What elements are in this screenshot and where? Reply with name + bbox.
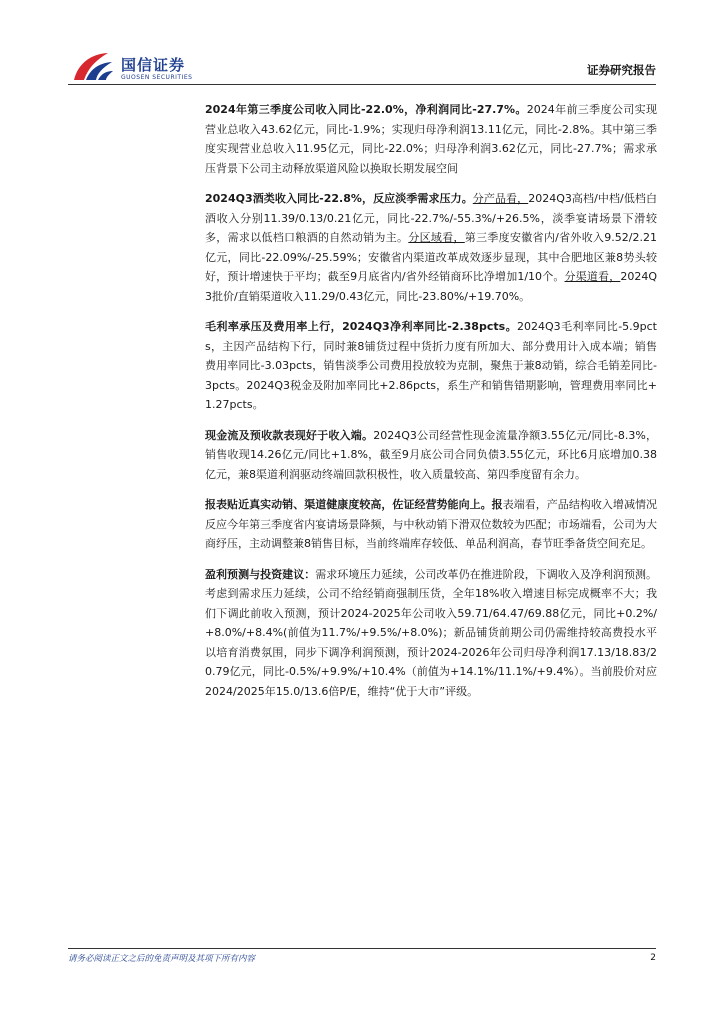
paragraph-lead: 现金流及预收款表现好于收入端。 <box>205 428 374 442</box>
company-logo <box>70 50 200 86</box>
paragraph-body: 第三季度安徽省内/省外收入9.52/2.21亿元，同比-22.09%/-25.59%；安徽省内渠道改革成效逐步显现，其中合肥地区兼8势头较好，预计增速快于平均；截至9月底省内/省外经销商环比净增加1/10个。 <box>205 231 658 283</box>
paragraph-channel-health <box>205 495 657 554</box>
paragraph-liquor-revenue <box>205 189 657 306</box>
page-number: 2 <box>650 953 656 963</box>
section-marker-product: 分产品看， <box>472 192 529 205</box>
paragraph-body: 2024年前三季度公司实现营业总收入43.62亿元，同比-1.9%；实现归母净利润13.11亿元，同比-2.8%。其中第三季度实现营业总收入11.95亿元，同比-22.0%；归母净利润3.62亿元，同比-27.7%；需求承压背景下公司主动释放渠道风险以换取长期发展空间 <box>205 103 657 175</box>
paragraph-body: 表端看，产品结构收入增减情况反应今年第三季度省内宴请场景降频，与中秋动销下滑双位数较为匹配；市场端看，公司为大商纾压，主动调整兼8销售目标，当前终端库存较低、单品利润高，春节旺季备货空间充足。 <box>205 498 658 550</box>
footer-divider <box>68 948 656 949</box>
paragraph-body: 2024Q3高档/中档/低档白酒收入分别11.39/0.13/0.21亿元，同比-22.7%/-55.3%/+26.5%，淡季宴请场景下滑较多，需求以低档口粮酒的自然动销为主。 <box>205 192 657 244</box>
report-body <box>205 100 657 712</box>
paragraph-body: 需求环境压力延续，公司改革仍在推进阶段，下调收入及净利润预测。考虑到需求压力延续，公司不给经销商强制压货，全年18%收入增速目标完成概率不大；我们下调此前收入预测，预计2024-2025年公司收入59.71/64.47/69.88亿元，同比+0.2%/+8.0%/+8.4%(前值为11.7%/+9.5%/+8.0%)；新品铺货前期公司仍需维持较高费投水平以培育消费氛围，同步下调净利润预测，预计2024-2026年公司归母净利润17.13/18.83/20.79亿元，同比-0.5%/+9.9%/+10.4%（前值为+14.1%/11.1%/+9.4%）。当前股价对应2024/2025年15.0/13.6倍P/E，维持“优于大市”评级。 <box>205 567 657 698</box>
paragraph-body: 2024Q3批价/直销渠道收入11.29/0.43亿元，同比-23.80%/+19.70%。 <box>205 270 658 303</box>
header-divider <box>68 84 656 85</box>
logo-english-name: GUOSEN SECURITIES <box>121 74 193 81</box>
page-header <box>0 0 724 90</box>
paragraph-lead: 盈利预测与投资建议： <box>205 567 316 581</box>
section-marker-region: 分区域看， <box>408 231 465 244</box>
paragraph-lead: 报表贴近真实动销、渠道健康度较高，佐证经营势能向上。报 <box>205 498 503 511</box>
logo-chinese-name: 国信证券 <box>121 56 186 74</box>
guosen-logo-icon <box>70 50 114 84</box>
paragraph-margins <box>205 317 657 415</box>
paragraph-lead: 毛利率承压及费用率上行，2024Q3净利率同比-2.38pcts。 <box>205 320 517 333</box>
paragraph-forecast <box>205 565 657 702</box>
paragraph-lead: 2024Q3酒类收入同比-22.8%，反应淡季需求压力。 <box>205 192 473 205</box>
paragraph-lead: 2024年第三季度公司收入同比-22.0%，净利润同比-27.7%。 <box>205 103 527 116</box>
paragraph-body: 2024Q3公司经营性现金流量净额3.55亿元/同比-8.3%，销售收现14.26亿元/同比+1.8%，截至9月底公司合同负债3.55亿元，环比6月底增加0.38亿元，兼8渠道利润驱动终端回款积极性，收入质量较高、第四季度留有余力。 <box>205 428 658 481</box>
paragraph-q3-results <box>205 100 657 178</box>
paragraph-cashflow <box>205 426 657 485</box>
disclaimer-text: 请务必阅读正文之后的免责声明及其项下所有内容 <box>68 954 256 964</box>
section-marker-channel: 分渠道看， <box>564 270 621 283</box>
report-type-label: 证券研究报告 <box>587 63 656 77</box>
paragraph-body: 2024Q3毛利率同比-5.9pcts，主因产品结构下行，同时兼8铺货过程中货折力度有所加大、部分费用计入成本端；销售费用率同比-3.03pcts，销售淡季公司费用投放较为克制，聚焦于兼8动销，综合毛销差同比-3pcts。2024Q3税金及附加率同比+2.86pcts，系生产和销售错期影响，管理费用率同比+1.27pcts。 <box>205 320 657 411</box>
